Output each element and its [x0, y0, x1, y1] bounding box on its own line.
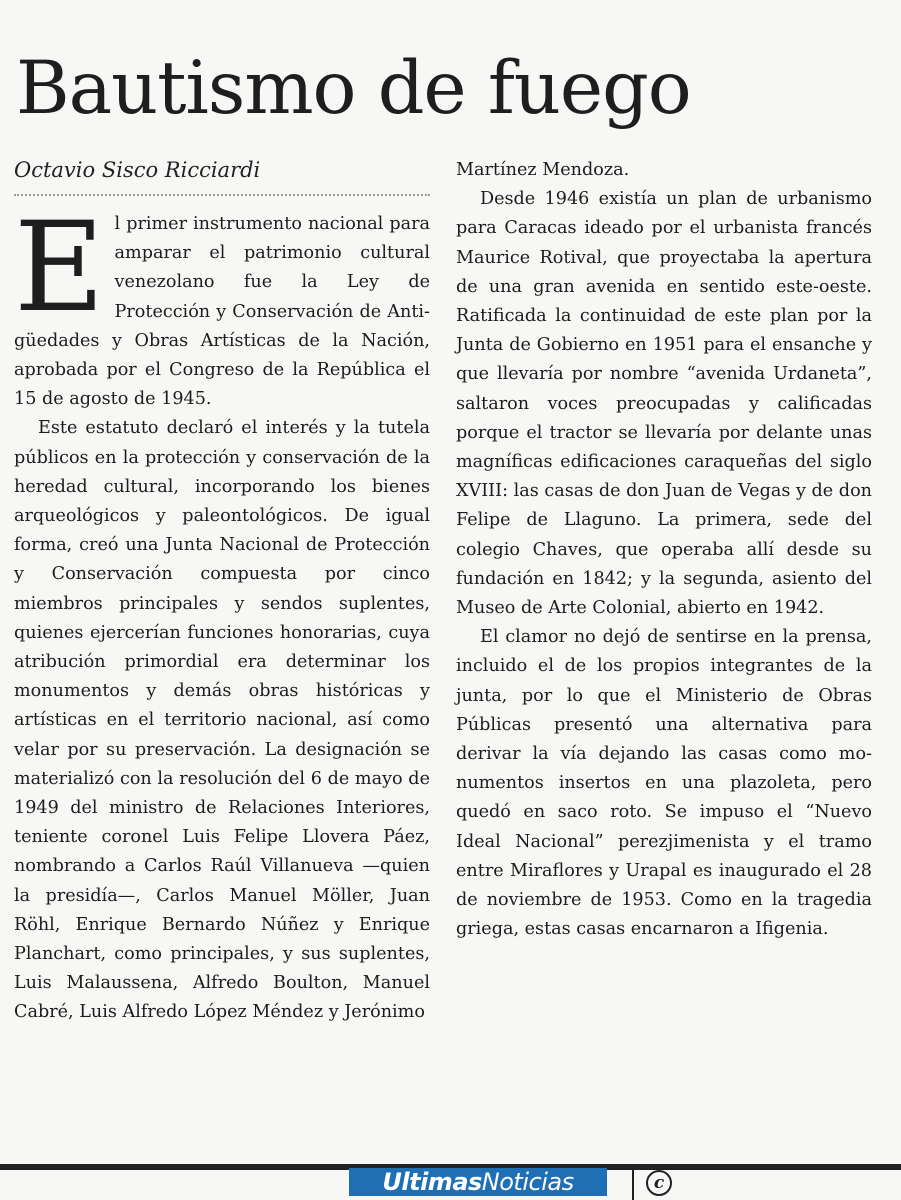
paragraph-2: Este estatuto declaró el interés y la tutela públicos en la protección y conservación de la heredad cultural, incorporando los bienes arqueológicos y paleontológicos. De igual forma, creó una Junta Nacional de Protección y Conservación compuesta por cinco miembros principales y sendos suplentes, quienes ejercerían funciones honorarias, cuya atribución primordial era determinar los monumentos y demás obras históricas y artísticas en el territorio nacional, así como velar por su preservación. La designación se materializó con la resolución del 6 de mayo de 1949 del ministro de Relaciones Interiores, teniente coronel Luis Felipe Llovera Páez, nombrando a Carlos Raúl Villanueva —quien la presidía—, Carlos Manuel Möller, Juan Röhl, Enrique Bernardo Núñez y Enrique Planchart, como principales, y sus suplentes, Luis Malaussena, Alfredo Boulton, Manuel Cabré, Luis Alfredo López Méndez y Jerónimo: [14, 418, 430, 1023]
drop-cap: E: [14, 196, 105, 340]
article-column-right: [456, 156, 872, 944]
paragraph-1-text: l primer instrumento nacional para amparar el patrimonio cultural venezolano fue la Ley de Protección y Conservación de Antigüedades y Obras Artísticas de la Nación, aprobada por el Congreso de la República el 15 de agosto de 1945.: [14, 214, 430, 410]
article-column-left: [14, 196, 430, 1028]
headline: Bautismo de fuego: [16, 46, 691, 131]
section-mark-letter: c: [653, 1172, 665, 1193]
section-mark-icon: [646, 1170, 672, 1196]
footer-separator: [632, 1170, 634, 1200]
logo-text-noticias: Noticias: [481, 1168, 574, 1196]
newspaper-logo: [349, 1168, 607, 1196]
author-byline: Octavio Sisco Ricciardi: [14, 158, 261, 182]
logo-text-ultimas: Ultimas: [382, 1168, 482, 1196]
paragraph-4: El clamor no dejó de sentirse en la prensa, incluido el de los propios integrantes de la junta, por lo que el Ministerio de Obras Públicas presentó una alternativa para derivar la vía dejando las casas como monumentos insertos en una plazoleta, pero quedó en saco roto. Se impuso el “Nuevo Ideal Nacional” perezjimenista y el tramo entre Miraflores y Urapal es inaugurado el 28 de noviembre de 1953. Como en la tragedia griega, estas casas encarnaron a Ifigenia.: [456, 627, 872, 940]
paragraph-1: [14, 196, 430, 414]
paragraph-3: Desde 1946 existía un plan de urbanismo para Caracas ideado por el urbanista francés Maurice Rotival, que proyectaba la apertura de una gran avenida en sentido este-oeste. Ratificada la continuidad de este plan por la Junta de Gobierno en 1951 para el ensanche y que llevaría por nombre “avenida Urdaneta”, saltaron voces preocupadas y calificadas porque el tractor se llevaría por delante unas magníficas edificaciones caraqueñas del siglo XVIII: las casas de don Juan de Vegas y de don Felipe de Llaguno. La primera, sede del colegio Chaves, que operaba allí desde su fundación en 1842; y la segunda, asiento del Museo de Arte Colonial, abierto en 1942.: [456, 189, 872, 619]
paragraph-2-continuation: Martínez Mendoza.: [456, 160, 630, 180]
